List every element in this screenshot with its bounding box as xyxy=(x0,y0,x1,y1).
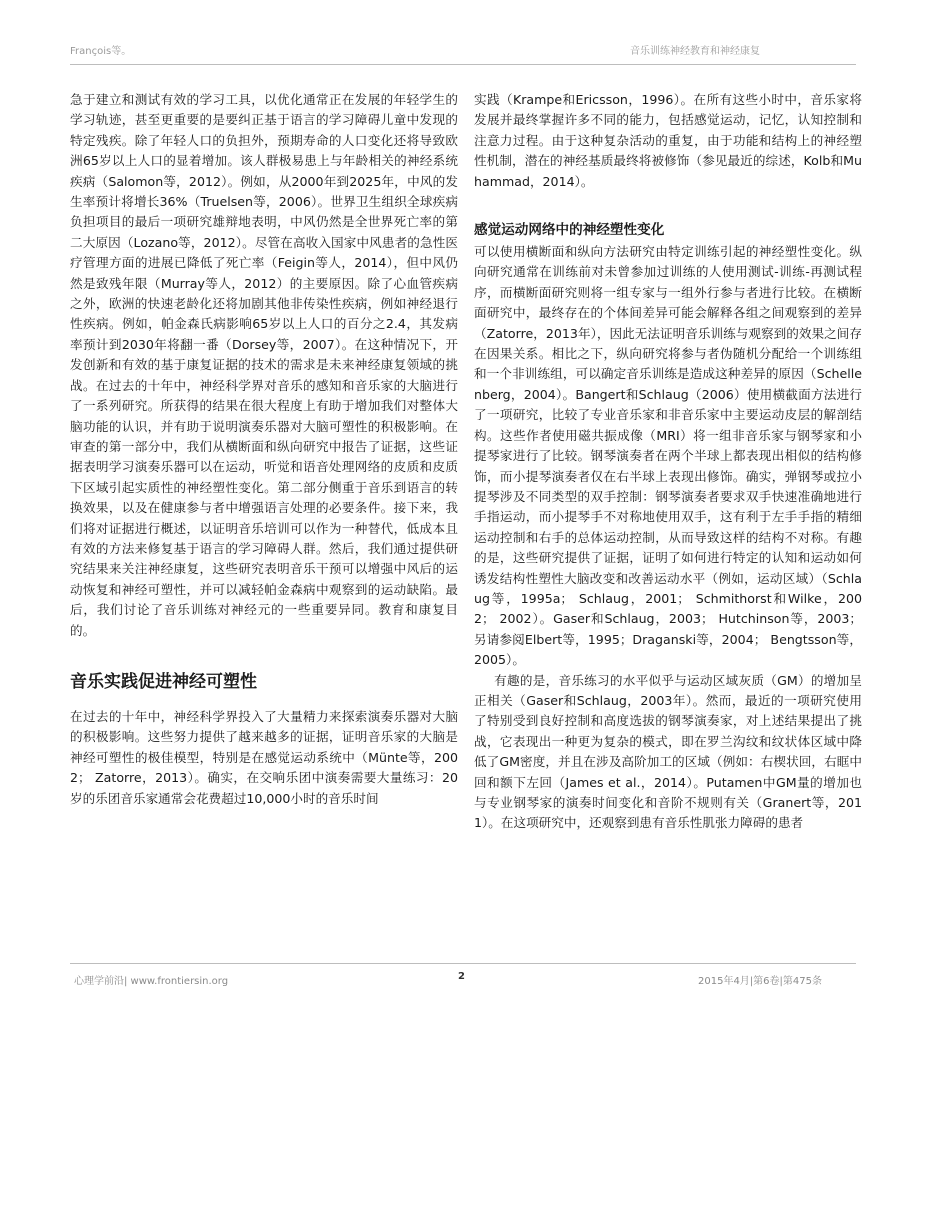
footer-journal: 心理学前沿| www.frontiersin.org xyxy=(74,976,229,987)
subsection-title: 感觉运动网络中的神经塑性变化 xyxy=(474,222,665,239)
section-title: 音乐实践促进神经可塑性 xyxy=(70,671,257,692)
page-number: 2 xyxy=(458,971,465,982)
header-title: 音乐训练神经教育和神经康复 xyxy=(630,46,760,57)
section-paragraph: 在过去的十年中，神经科学界投入了大量精力来探索演奏乐器对大脑的积极影响。这些努力提供了越来越多的证据，证明音乐家的大脑是神经可塑性的极佳模型，特别是在感觉运动系统中（Münte等，2002； Zatorre，2013）。确实，在交响乐团中演奏需要大量练习：20岁的乐团音乐家通常会花费超过10,000小时的音乐时间 xyxy=(70,708,458,806)
header-authors: François等。 xyxy=(70,46,132,57)
page-footer xyxy=(70,970,856,990)
right-column xyxy=(474,90,862,834)
footer-issue: 2015年4月|第6卷|第475条 xyxy=(698,976,822,987)
continuation-paragraph: 实践（Krampe和Ericsson，1996）。在所有这些小时中，音乐家将发展并最终掌握许多不同的能力，包括感觉运动，记忆，认知控制和注意力过程。由于这种复杂活动的重复，由于功能和结构上的神经塑性机制，潜在的神经基质最终将被修饰（参见最近的综述，Kolb和Muhammad，2014）。 xyxy=(474,92,862,189)
subsection-paragraph-2: 有趣的是，音乐练习的水平似乎与运动区域灰质（GM）的增加呈正相关（Gaser和Schlaug，2003年）。然而，最近的一项研究使用了特别受到良好控制和高度选拔的钢琴演奏家，对上述结果提出了挑战，它表现出一种更为复杂的模式，即在罗兰沟纹和纹状体区域中降低了GM密度，并且在涉及高阶加工的区域（例如：右楔状回，右眶中回和额下左回（James et al.，2014）。Putamen中GM量的增加也与专业钢琴家的演奏时间变化和音阶不规则有关（Granert等，2011）。在这项研究中，还观察到患有音乐性肌张力障碍的患者 xyxy=(474,672,862,831)
intro-paragraph: 急于建立和测试有效的学习工具，以优化通常正在发展的年轻学生的学习轨迹，甚至更重要的是要纠正基于语言的学习障碍儿童中发现的特定残疾。除了年轻人口的负担外，预期寿命的人口变化还将导致欧洲65岁以上人口的显着增加。该人群极易患上与年龄相关的神经系统疾病（Salomon等，2012）。例如，从2000年到2025年，中风的发生率预计将增长36%（Truelsen等，2006）。世界卫生组织全球疾病负担项目的最后一项研究雄辩地表明，中风仍然是全世界死亡率的第二大原因（Lozano等，2012）。尽管在高收入国家中风患者的急性医疗管理方面的进展已降低了死亡率（Feigin等人，2014），但中风仍然是致残年限（Murray等人，2012）的主要原因。除了心血管疾病之外，欧洲的快速老龄化还将加剧其他非传染性疾病，例如神经退行性疾病。例如，帕金森氏病影响65岁以上人口的百分之2.4，其发病率预计到2030年将翻一番（Dorsey等，2007）。在这种情况下，开发创新和有效的基于康复证据的技术的需求是未来神经康复领域的挑战。在过去的十年中，神经科学界对音乐的感知和音乐家的大脑进行了一系列研究。所获得的结果在很大程度上有助于增加我们对整体大脑功能的认识，并有助于说明演奏乐器对大脑可塑性的积极影响。在审查的第一部分中，我们从横断面和纵向研究中报告了证据，这些证据表明学习演奏乐器可以在运动，听觉和语音处理网络的皮质和皮质下区域引起实质性的神经塑性变化。第二部分侧重于音乐到语言的转换效果，以及在健康参与者中增强语言处理的必要条件。接下来，我们将对证据进行概述，以证明音乐培训可以作为一种替代，低成本且有效的方法来修复基于语言的学习障碍人群。然后，我们通过提供研究结果来关注神经康复，这些研究表明音乐干预可以增强中风后的运动恢复和神经可塑性，并可以减轻帕金森病中观察到的运动缺陷。最后，我们讨论了音乐训练对神经元的一些重要异同。教育和康复目的。 xyxy=(70,92,458,638)
left-column xyxy=(70,90,458,809)
running-header xyxy=(70,38,856,58)
header-divider xyxy=(70,64,856,65)
footer-divider xyxy=(70,963,856,964)
subsection-paragraph-1: 可以使用横断面和纵向方法研究由特定训练引起的神经塑性变化。纵向研究通常在训练前对未曾参加过训练的人使用测试-训练-再测试程序，而横断面研究则将一组专家与一组外行参与者进行比较。在横断面研究中，最终存在的个体间差异可能会解释各组之间观察到的差异（Zatorre，2013年），因此无法证明音乐训练与观察到的效果之间存在因果关系。相比之下，纵向研究将参与者伪随机分配给一个训练组和一个非训练组，可以确定音乐训练是造成这种差异的原因（Schellenberg，2004）。Bangert和Schlaug（2006）使用横截面方法进行了一项研究，比较了专业音乐家和非音乐家中主要运动皮层的解剖结构。这些作者使用磁共振成像（MRI）将一组非音乐家与钢琴家和小提琴家进行了比较。钢琴演奏者在两个半球上都表现出相似的结构修饰，而小提琴演奏者仅在右半球上表现出修饰。确实，弹钢琴或拉小提琴涉及不同类型的双手控制：钢琴演奏者要求双手快速准确地进行手指运动，而小提琴手不对称地使用双手，这有利于左手手指的精细运动控制和右手的总体运动控制，从而导致这样的结构不对称。有趣的是，这些研究提供了证据，证明了如何进行特定的认知和运动如何诱发结构性塑性大脑改变和改善运动水平（例如，运动区域）（Schlaug等，1995a； Schlaug，2001； Schmithorst和Wilke，2002； 2002）。Gaser和Schlaug，2003； Hutchinson等，2003；另请参阅Elbert等，1995；Draganski等，2004； Bengtsson等，2005）。 xyxy=(474,244,862,668)
